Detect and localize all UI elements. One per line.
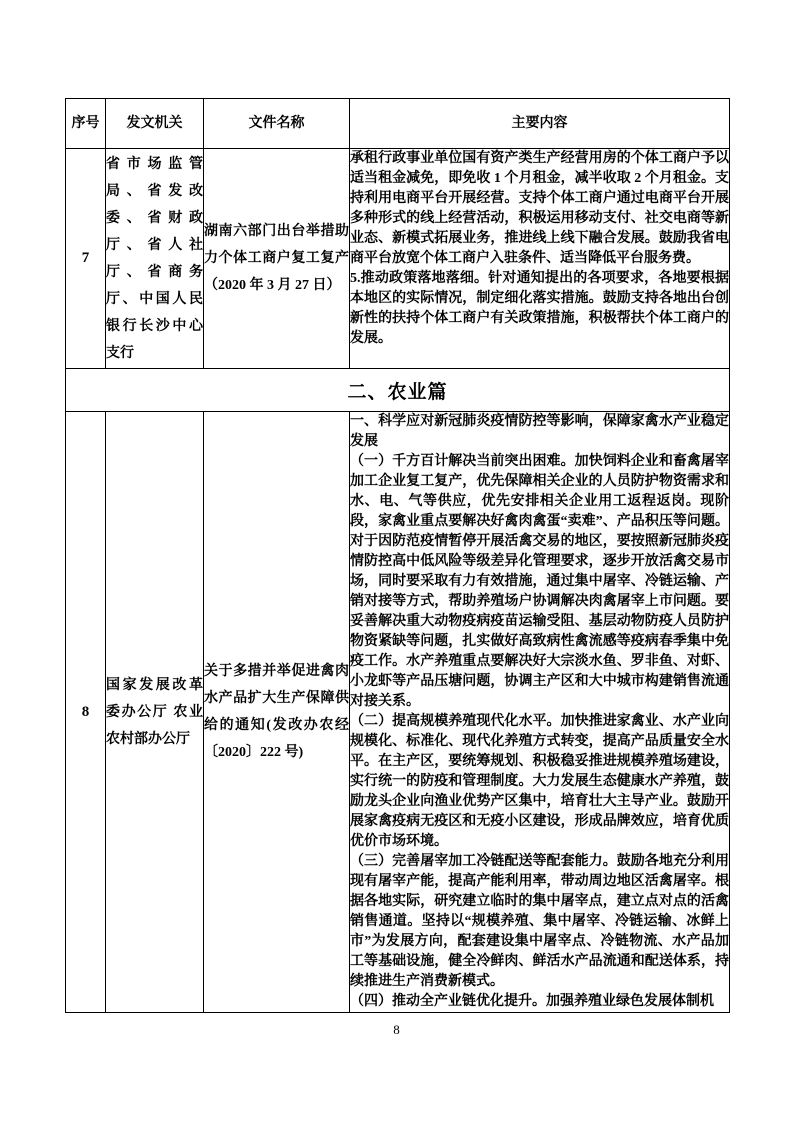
document-title: 关于多措并举促进禽肉水产品扩大生产保障供给的通知(发改办农经〔2020〕222 号) xyxy=(204,412,350,1013)
content-paragraph: （二）提高规模养殖现代化水平。加快推进家禽业、水产业向规模化、标准化、现代化养殖方式转变，提高产品质量安全水平。在主产区，要统筹规划、积极稳妥推进规模养殖场建设，实行统一的防疫和管理制度。大力发展生态健康水产养殖，鼓励龙头企业向渔业优势产区集中，培育壮大主导产业。鼓励开展家禽疫病无疫区和无疫小区建设，形成品牌效应，培育优质优价市场环境。 xyxy=(350,714,729,849)
content-paragraph: 5.推动政策落地落细。针对通知提出的各项要求，各地要根据本地区的实际情况，制定细化落实措施。鼓励支持各地出台创新性的扶持个体工商户有关政策措施，积极帮扶个体工商户的发展。 xyxy=(350,271,729,346)
col-header-content: 主要内容 xyxy=(350,99,730,149)
col-header-agency: 发文机关 xyxy=(106,99,204,149)
issuing-agency: 国家发展改革委办公厅 农业农村部办公厅 xyxy=(106,412,204,1013)
content-paragraph: （四）推动全产业链优化提升。加强养殖业绿色发展体制机 xyxy=(350,994,714,1009)
row-index: 8 xyxy=(66,412,106,1013)
col-header-index: 序号 xyxy=(66,99,106,149)
content-paragraph: （三）完善屠宰加工冷链配送等配套能力。鼓励各地充分利用现有屠宰产能，提高产能利用率，带动周边地区活禽屠宰。根据各地实际，研究建立临时的集中屠宰点，建立点对点的活禽销售通道。坚持以“规模养殖、集中屠宰、冷链运输、冰鲜上市”为发展方向，配套建设集中屠宰点、冷链物流、水产品加工等基础设施，健全冷鲜肉、鲜活水产品流通和配送体系，持续推进生产消费新模式。 xyxy=(350,854,729,989)
policy-table xyxy=(65,98,730,1013)
main-content xyxy=(350,412,730,1013)
content-paragraph: 承租行政事业单位国有资产类生产经营用房的个体工商户予以适当租金减免，即免收 1 个月租金，减半收取 2 个月租金。支持利用电商平台开展经营。支持个体工商户通过电商平台开展多种形式的线上经营活动，积极运用移动支付、社交电商等新业态、新模式拓展业务，推进线上线下融合发展。鼓励我省电商平台放宽个体工商户入驻条件、适当降低平台服务费。 xyxy=(350,151,729,266)
col-header-document: 文件名称 xyxy=(204,99,350,149)
table-row xyxy=(66,149,730,369)
issuing-agency: 省市场监管局、省发改委、省财政厅、省人社厅、省商务厅、中国人民银行长沙中心支行 xyxy=(106,149,204,369)
table-row xyxy=(66,412,730,1013)
content-paragraph: 一、科学应对新冠肺炎疫情防控等影响，保障家禽水产业稳定发展 xyxy=(350,414,729,449)
row-index: 7 xyxy=(66,149,106,369)
main-content xyxy=(350,149,730,369)
page-number: 8 xyxy=(393,1022,400,1037)
document-title: 湖南六部门出台举措助力个体工商户复工复产（2020 年 3 月 27 日） xyxy=(204,149,350,369)
section-header-row xyxy=(66,369,730,412)
section-title: 二、农业篇 xyxy=(66,369,730,412)
content-paragraph: （一）千方百计解决当前突出困难。加快饲料企业和畜禽屠宰加工企业复工复产，优先保障相关企业的人员防护物资需求和水、电、气等供应，优先安排相关企业用工返程返岗。现阶段，家禽业重点要解决好禽肉禽蛋“卖难”、产品积压等问题。对于因防范疫情暂停开展活禽交易的地区，要按照新冠肺炎疫情防控高中低风险等级差异化管理要求，逐步开放活禽交易市场，同时要采取有力有效措施，通过集中屠宰、冷链运输、产销对接等方式，帮助养殖场户协调解决肉禽屠宰上市问题。要妥善解决重大动物疫病疫苗运输受阻、基层动物防疫人员防护物资紧缺等问题，扎实做好高致病性禽流感等疫病春季集中免疫工作。水产养殖重点要解决好大宗淡水鱼、罗非鱼、对虾、小龙虾等产品压塘问题，协调主产区和大中城市构建销售流通对接关系。 xyxy=(350,454,729,709)
table-header-row xyxy=(66,99,730,149)
